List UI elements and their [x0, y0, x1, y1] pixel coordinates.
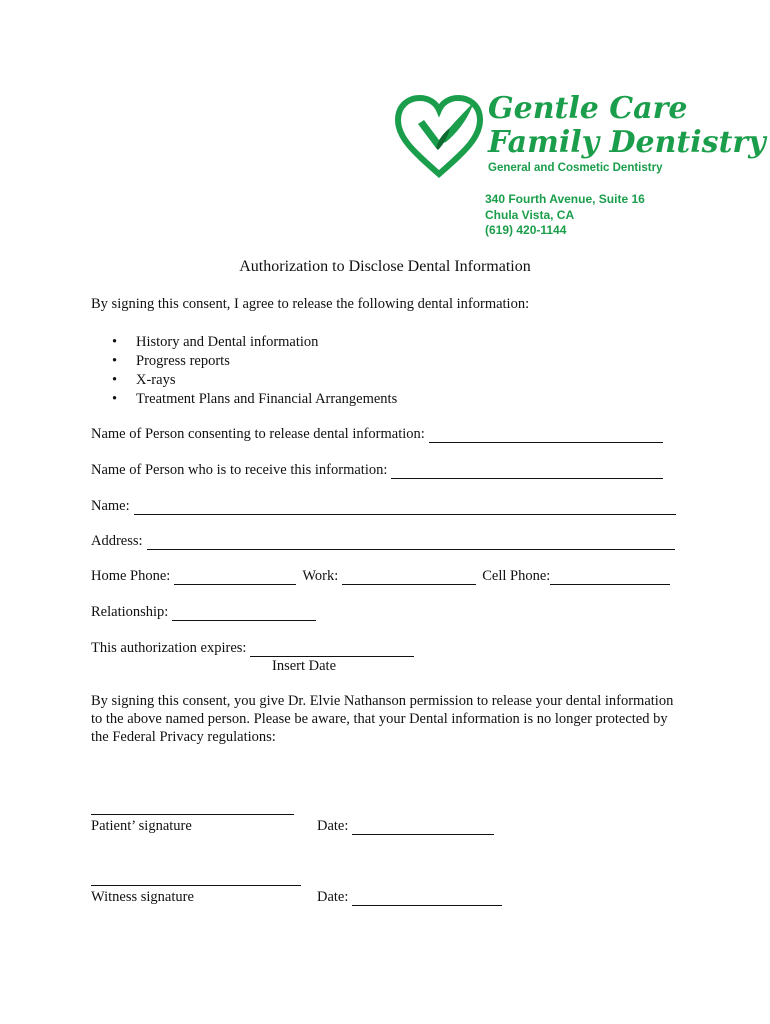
address-row — [91, 533, 675, 550]
bullet-icon: • — [112, 391, 118, 407]
consenting-person-label: Name of Person consenting to release dental information: — [91, 426, 425, 442]
list-item — [112, 333, 397, 352]
witness-signature-label: Witness signature — [91, 889, 194, 905]
consenting-person-row — [91, 426, 663, 443]
list-item — [112, 390, 397, 409]
relationship-row — [91, 604, 316, 621]
relationship-label: Relationship: — [91, 604, 169, 620]
witness-date-field[interactable] — [352, 891, 502, 906]
address-label: Address: — [91, 533, 143, 549]
address-field[interactable] — [147, 535, 675, 550]
list-item — [112, 352, 397, 371]
expires-row — [91, 640, 414, 657]
form-title: Authorization to Disclose Dental Information — [239, 258, 531, 275]
list-item — [112, 371, 397, 390]
cell-phone-label: Cell Phone: — [482, 568, 551, 584]
consenting-person-field[interactable] — [429, 428, 663, 443]
information-list — [112, 333, 397, 409]
receiving-person-field[interactable] — [391, 464, 663, 479]
cell-phone-field[interactable] — [550, 570, 670, 585]
relationship-field[interactable] — [172, 606, 316, 621]
expires-label: This authorization expires: — [91, 640, 247, 656]
intro-text: By signing this consent, I agree to release the following dental information: — [91, 296, 530, 312]
disclaimer-text: By signing this consent, you give Dr. Elvie Nathanson permission to release your dental information to the above named person. Please be aware, that your Dental information is no longer protected by the Federal Privacy regulations: — [91, 693, 674, 745]
brand-name-line2: Family Dentistry — [488, 125, 766, 160]
list-item-label: Progress reports — [136, 353, 230, 369]
work-label: Work: — [302, 568, 339, 584]
patient-signature-line[interactable] — [91, 814, 294, 815]
brand-tagline: General and Cosmetic Dentistry — [488, 162, 663, 174]
phones-row — [91, 568, 670, 585]
heart-with-bird-icon — [394, 94, 484, 178]
list-item-label: Treatment Plans and Financial Arrangements — [136, 391, 398, 407]
receiving-person-row — [91, 462, 663, 479]
bullet-icon: • — [112, 353, 118, 369]
witness-date-row — [317, 889, 502, 906]
patient-date-row — [317, 818, 494, 835]
address-line2: Chula Vista, CA — [485, 207, 575, 222]
home-phone-label: Home Phone: — [91, 568, 171, 584]
practice-logo — [394, 91, 766, 184]
patient-signature-label: Patient’ signature — [91, 818, 192, 834]
work-phone-field[interactable] — [342, 570, 476, 585]
bullet-icon: • — [112, 334, 118, 350]
practice-address — [485, 192, 645, 239]
home-phone-field[interactable] — [174, 570, 296, 585]
bullet-icon: • — [112, 372, 118, 388]
name-label: Name: — [91, 498, 130, 514]
receiving-person-label: Name of Person who is to receive this information: — [91, 462, 388, 478]
witness-signature-line[interactable] — [91, 885, 301, 886]
address-line1: 340 Fourth Avenue, Suite 16 — [485, 192, 645, 206]
list-item-label: History and Dental information — [136, 334, 319, 350]
patient-date-field[interactable] — [352, 820, 494, 835]
expires-date-field[interactable] — [250, 642, 414, 657]
phone-number: (619) 420-1144 — [485, 223, 567, 237]
name-field[interactable] — [134, 500, 676, 515]
brand-name-line1: Gentle Care — [488, 91, 688, 126]
patient-date-label: Date: — [317, 818, 349, 834]
insert-date-hint: Insert Date — [272, 658, 337, 674]
list-item-label: X-rays — [136, 372, 176, 388]
name-row — [91, 498, 676, 515]
witness-date-label: Date: — [317, 889, 349, 905]
